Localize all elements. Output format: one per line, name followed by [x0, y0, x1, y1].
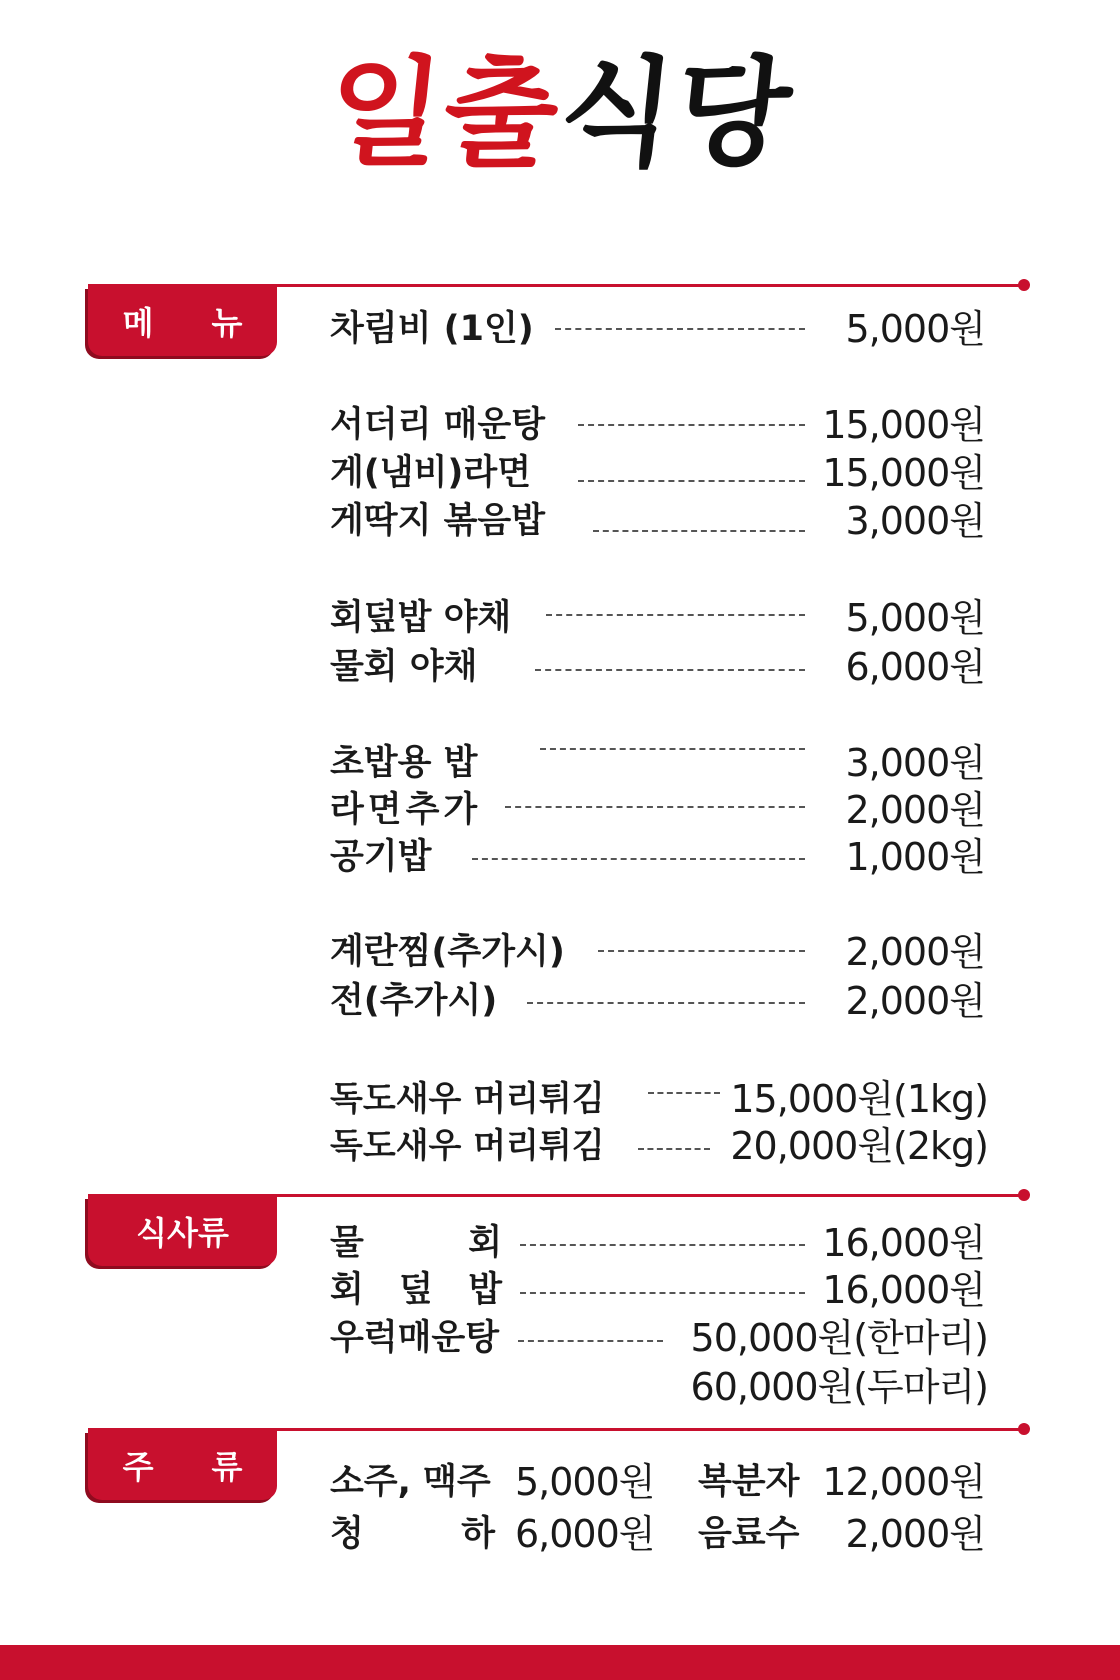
menu-item-price: 5,000원: [845, 596, 985, 640]
dotted-leader: [518, 1340, 663, 1342]
dotted-leader: [638, 1148, 710, 1150]
dotted-leader: [540, 748, 805, 750]
menu-item-price: 15,000원(1kg): [730, 1077, 988, 1121]
dotted-leader: [527, 1002, 805, 1004]
menu-item-price: 2,000원: [845, 930, 985, 974]
menu-item-price: 2,000원: [845, 979, 985, 1023]
dotted-leader: [593, 530, 805, 532]
meal-item-price: 16,000원: [822, 1221, 985, 1265]
menu-item-price: 3,000원: [845, 741, 985, 785]
menu-item-name: 물회 야채: [330, 647, 478, 687]
menu-item-price: 1,000원: [845, 835, 985, 879]
section-tab-meals: [88, 1196, 277, 1266]
footer-bar: [0, 1645, 1120, 1680]
drink-item-name: [330, 1509, 495, 1559]
section-label-drinks: 주류: [122, 1448, 301, 1486]
drink-item-name: 음료수: [698, 1514, 800, 1554]
meal-name-char: 회: [330, 1270, 364, 1310]
meal-item-price: 50,000원(한마리): [690, 1316, 988, 1360]
meal-name-char: 밥: [468, 1270, 502, 1310]
meal-item-name: 우럭매운탕: [330, 1318, 500, 1358]
menu-item-name: 전(추가시): [330, 981, 498, 1021]
menu-item-price: 6,000원: [845, 645, 985, 689]
section-label-menu: 메뉴: [122, 304, 301, 342]
meal-item-name: [330, 1265, 502, 1315]
dotted-leader: [472, 858, 805, 860]
menu-item-name: 계란찜(추가시): [330, 932, 565, 972]
dotted-leader: [535, 669, 805, 671]
menu-item-price: 15,000원: [822, 403, 985, 447]
dotted-leader: [578, 424, 805, 426]
rule-dot: [1018, 1423, 1030, 1435]
rule-dot: [1018, 1189, 1030, 1201]
section-tab-drinks: [88, 1430, 301, 1500]
drink-item-name: 소주, 맥주: [330, 1462, 491, 1502]
menu-item-name: 독도새우 머리튀김: [330, 1079, 605, 1119]
dotted-leader: [578, 480, 805, 482]
menu-item-name: 회덮밥 야채: [330, 598, 512, 638]
drink-item-price: 6,000원: [515, 1512, 655, 1556]
meal-item-price: 16,000원: [822, 1268, 985, 1312]
dotted-leader: [546, 614, 805, 616]
drink-item-price: 12,000원: [822, 1460, 985, 1504]
menu-item-name: 서더리 매운탕: [330, 405, 546, 445]
section-label-meals: 식사류: [136, 1214, 229, 1252]
menu-item-name: 차림비 (1인): [330, 309, 534, 349]
dotted-leader: [520, 1292, 805, 1294]
logo-part-black: 식당: [552, 44, 800, 182]
dotted-leader: [505, 806, 805, 808]
dotted-leader: [555, 328, 805, 330]
meal-item-price: 60,000원(두마리): [690, 1365, 988, 1409]
drink-item-price: 2,000원: [845, 1512, 985, 1556]
dotted-leader: [598, 950, 805, 952]
menu-item-name: 게(냄비)라면: [330, 453, 532, 493]
drink-name-char: 하: [461, 1514, 495, 1554]
section-tab-menu: [88, 286, 301, 356]
restaurant-logo: [0, 38, 1120, 188]
logo-part-red: 일출: [320, 44, 568, 182]
drink-item-price: 5,000원: [515, 1460, 655, 1504]
menu-item-name: 공기밥: [330, 837, 432, 877]
menu-item-price: 5,000원: [845, 307, 985, 351]
menu-item-price: 15,000원: [822, 451, 985, 495]
meal-name-char: 물: [330, 1223, 364, 1263]
menu-item-name: 독도새우 머리튀김: [330, 1126, 605, 1166]
dotted-leader: [520, 1244, 805, 1246]
menu-item-name: 라면추가: [330, 790, 482, 830]
rule-dot: [1018, 279, 1030, 291]
menu-item-name: 초밥용 밥: [330, 743, 478, 783]
menu-item-name: 게딱지 볶음밥: [330, 501, 546, 541]
menu-item-price: 20,000원(2kg): [730, 1124, 988, 1168]
dotted-leader: [648, 1092, 720, 1094]
drink-name-char: 청: [330, 1514, 364, 1554]
meal-name-char: 덮: [399, 1270, 433, 1310]
menu-item-price: 2,000원: [845, 788, 985, 832]
menu-item-price: 3,000원: [845, 499, 985, 543]
meal-item-name: [330, 1218, 502, 1268]
drink-item-name: 복분자: [698, 1462, 800, 1502]
meal-name-char: 회: [468, 1223, 502, 1263]
